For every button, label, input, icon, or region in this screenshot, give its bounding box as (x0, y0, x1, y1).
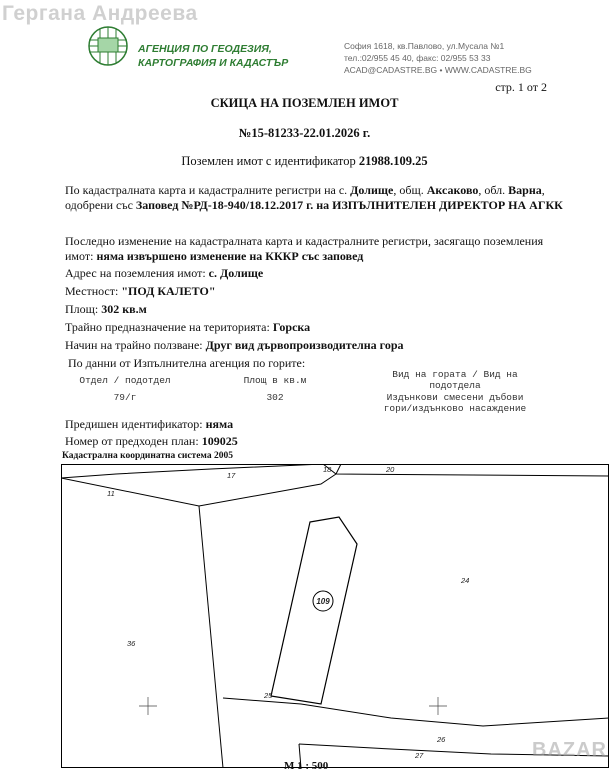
last-change-text: Последно изменение на кадастралната карта и кадастралните регистри, засягащо поземления (65, 234, 544, 248)
contact-address: София 1618, кв.Павлово, ул.Мусала №1 (344, 41, 505, 51)
forest-agency-line: По данни от Изпълнителна агенция по горите: (68, 356, 306, 370)
address-line (65, 266, 565, 281)
agency-logo (84, 24, 132, 68)
cadastral-map (61, 464, 609, 768)
purpose-label: Трайно предназначение на територията: (65, 320, 273, 334)
usage-line (65, 338, 565, 353)
forest-header-type-2: подотдела (429, 380, 481, 391)
prev-plan-line (65, 434, 565, 449)
prev-id-value: няма (205, 417, 234, 431)
contact-phone: тел.:02/955 45 40, факс: 02/955 53 33 (344, 53, 491, 63)
usage-value: Друг вид дървопроизводителна гора (205, 338, 404, 352)
coordinate-system: Кадастрална координатна система 2005 (62, 451, 233, 461)
parcel-label: 27 (415, 751, 424, 760)
property-id-value: 21988.109.25 (358, 154, 428, 168)
agency-line-2: КАРТОГРАФИЯ И КАДАСТЪР (138, 57, 289, 69)
approval-order: Заповед №РД-18-940/18.12.2017 г. на ИЗПЪЛНИТЕЛЕН ДИРЕКТОР НА АГКК (135, 198, 563, 212)
prev-plan-value: 109025 (201, 434, 238, 448)
forest-value-area: 302 (266, 392, 284, 403)
parcel-label: 17 (227, 471, 236, 480)
boundary-line (336, 464, 341, 474)
boundary-line (61, 474, 336, 506)
forest-value-section: 79/г (113, 392, 137, 403)
parcel-label: 20 (386, 465, 395, 474)
parcel-label: 36 (127, 639, 136, 648)
contact-block (344, 40, 532, 76)
last-change-paragraph (65, 234, 565, 264)
parcel-label: 24 (461, 576, 470, 585)
watermark-name: Гергана Андреева (2, 2, 198, 25)
cadastral-paragraph (65, 183, 565, 213)
property-identifier (0, 154, 609, 169)
area-value: 302 кв.м (101, 302, 147, 316)
agency-name (138, 42, 288, 70)
parcel-label: 26 (437, 735, 446, 744)
document-title: СКИЦА НА ПОЗЕМЛЕН ИМОТ (210, 96, 399, 110)
boundary-line (199, 506, 223, 768)
forest-header-section: Отдел / подотдел (79, 375, 171, 386)
prev-plan-label: Номер от предходен план: (65, 434, 202, 448)
forest-value-type (350, 392, 560, 414)
last-change-label: имот: (65, 249, 97, 263)
main-parcel-label: 109 (316, 597, 330, 606)
address-value: с. Долище (208, 266, 264, 280)
agency-line-1: АГЕНЦИЯ ПО ГЕОДЕЗИЯ, (138, 43, 272, 55)
forest-value-type-1: Издънкови смесени дъбови (386, 392, 524, 403)
prev-id-label: Предишен идентификатор: (65, 417, 206, 431)
forest-header-type-1: Вид на гората / Вид на (392, 369, 518, 380)
boundary-line (223, 698, 609, 726)
para-t2: , общ. (393, 183, 427, 197)
last-change-value: няма извършено изменение на КККР със заповед (96, 249, 364, 263)
region-name: Варна (508, 183, 542, 197)
para-t3: , обл. (478, 183, 509, 197)
purpose-value: Горска (272, 320, 311, 334)
parcel-label: 18 (323, 465, 332, 474)
locality-line (65, 284, 565, 299)
property-id-prefix: Поземлен имот с идентификатор (181, 154, 359, 168)
area-label: Площ: (65, 302, 102, 316)
parcel-label: 25 (264, 691, 273, 700)
para-t4: , (541, 183, 545, 197)
boundary-line (61, 464, 323, 478)
contact-web: ACAD@CADASTRE.BG • WWW.CADASTRE.BG (344, 65, 532, 75)
locality-label: Местност: (65, 284, 122, 298)
municipality-name: Аксаково (426, 183, 479, 197)
prev-id-line (65, 417, 565, 432)
document-number: №15-81233-22.01.2026 г. (238, 126, 371, 140)
address-label: Адрес на поземления имот: (65, 266, 209, 280)
forest-value-type-2: гори/издънково насаждение (383, 403, 527, 414)
parcel-label: 11 (107, 489, 115, 498)
page-number: стр. 1 от 2 (495, 80, 547, 94)
usage-label: Начин на трайно ползване: (65, 338, 206, 352)
map-frame (62, 465, 609, 768)
village-name: Долище (350, 183, 394, 197)
locality-value: "ПОД КАЛЕТО" (121, 284, 216, 298)
forest-header-type (360, 369, 550, 391)
boundary-line (323, 464, 609, 476)
para-t1: По кадастралната карта и кадастралните регистри на с. (65, 183, 351, 197)
parcel-109-outline (271, 517, 357, 704)
area-line (65, 302, 565, 317)
map-scale: М 1 : 500 (284, 760, 329, 772)
para-t5: одобрени със (65, 198, 136, 212)
forest-header-area: Площ в кв.м (243, 375, 307, 386)
purpose-line (65, 320, 565, 335)
bazar-watermark: BAZAR (532, 739, 607, 761)
